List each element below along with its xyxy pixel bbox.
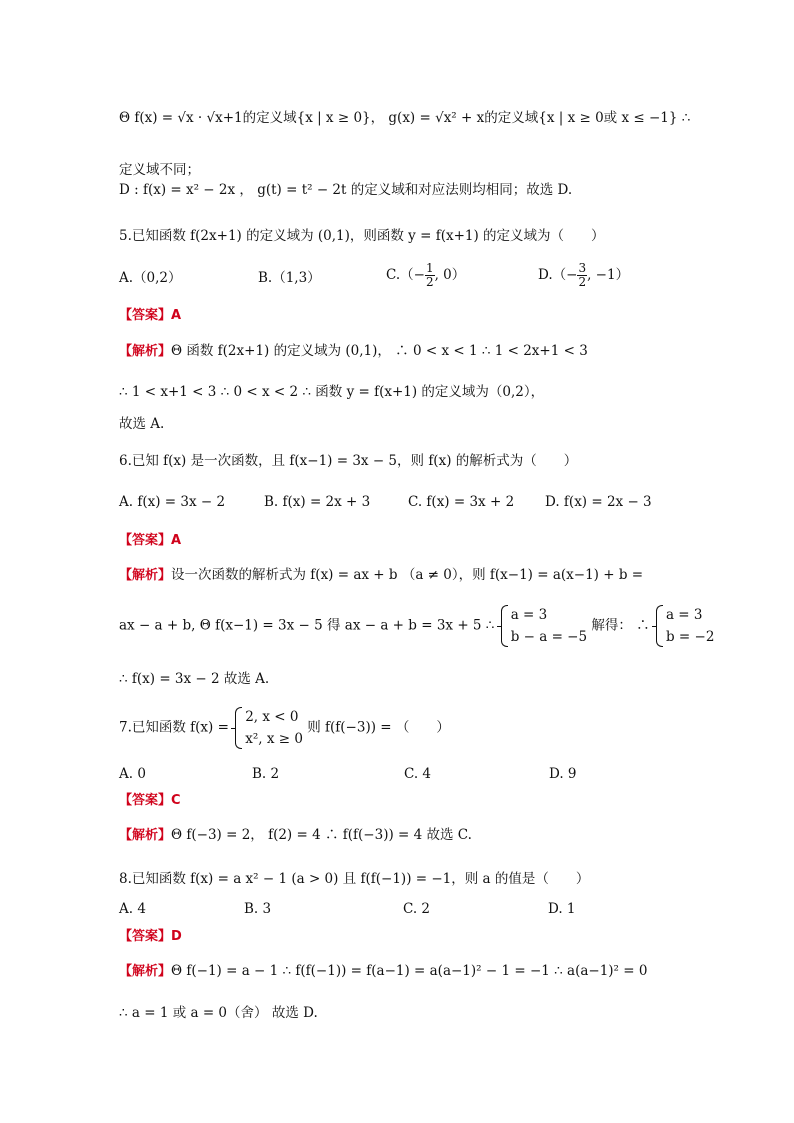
q8-analysis-text-1: Θ f(−1) = a − 1 ∴ f(f(−1)) = f(a−1) = a(a−1)² − 1 = −1 ∴ a(a−1)² = 0: [171, 963, 648, 979]
q5-answer-label: 【答案】: [119, 308, 172, 323]
q7-option-d: D. 9: [549, 766, 577, 782]
q5-analysis-text-1: Θ 函数 f(2x+1) 的定义域为 (0,1)， ∴ 0 < x < 1 ∴ 1 < 2x+1 < 3: [171, 343, 588, 359]
q7-analysis-label: 【解析】: [119, 828, 172, 843]
q5-option-c-denominator: 2: [425, 275, 434, 289]
q5-option-c-prefix: C.（−: [386, 267, 425, 283]
q7-answer: [119, 790, 181, 811]
q6-analysis-text-1: 设一次函数的解析式为 f(x) = ax + b （a ≠ 0），则 f(x−1) = a(x−1) + b =: [171, 567, 644, 583]
q7-stem-suffix: 则 f(f(−3)) = （ ）: [307, 719, 450, 736]
q5-analysis-line-2: ∴ 1 < x+1 < 3 ∴ 0 < x < 2 ∴ 函数 y = f(x+1) 的定义域为（0,2），: [119, 384, 545, 400]
q5-option-d-fraction: [577, 262, 587, 289]
q8-answer: [119, 926, 182, 947]
prev-solution-line-1: Θ f(x) = √x · √x+1的定义域{x | x ≥ 0}， g(x) = √x² + x的定义域{x | x ≥ 0或 x ≤ −1} ∴: [119, 110, 691, 126]
q6-analysis-text-2: ax − a + b, Θ f(x−1) = 3x − 5 得 ax − a + b = 3x + 5 ∴: [119, 617, 495, 634]
q7-option-c: C. 4: [404, 766, 432, 782]
q8-option-d: D. 1: [548, 901, 576, 917]
q5-analysis-label: 【解析】: [119, 344, 172, 359]
q5-option-b: B.（1,3）: [258, 270, 321, 286]
q6-system-1-row-2: b − a = −5: [510, 629, 588, 645]
q7-answer-label: 【答案】: [119, 793, 172, 808]
q6-stem: 6.已知 f(x) 是一次函数，且 f(x−1) = 3x − 5，则 f(x) 的解析式为（ ）: [119, 453, 578, 469]
q8-answer-value: D: [171, 929, 182, 944]
q6-equation-system-1: [499, 604, 587, 648]
q7-stem-prefix: 7.已知函数 f(x) =: [119, 719, 229, 736]
q7-piecewise-definition: [233, 706, 303, 750]
q6-option-b: B. f(x) = 2x + 3: [264, 494, 371, 510]
q6-option-c: C. f(x) = 3x + 2: [408, 494, 515, 510]
q6-option-d: D. f(x) = 2x − 3: [545, 494, 652, 510]
q5-option-c-fraction: [425, 262, 435, 289]
q7-answer-value: C: [171, 793, 181, 808]
q7-piece-1: 2, x < 0: [245, 709, 299, 725]
q5-answer: [119, 305, 181, 326]
q5-option-d: [538, 262, 629, 289]
q8-option-c: C. 2: [403, 901, 431, 917]
q8-analysis-line-1: [119, 961, 647, 982]
q5-analysis-line-1: [119, 341, 588, 362]
q6-equation-system-2: [654, 604, 714, 648]
q6-system-2-row-1: a = 3: [665, 607, 703, 623]
q8-answer-label: 【答案】: [119, 929, 172, 944]
q6-analysis-label: 【解析】: [119, 568, 172, 583]
q5-option-a: A.（0,2）: [119, 270, 182, 286]
q8-analysis-label: 【解析】: [119, 964, 172, 979]
q5-option-c-suffix: , 0）: [434, 267, 466, 283]
q5-option-d-numerator: 3: [578, 261, 587, 275]
q5-stem: 5.已知函数 f(2x+1) 的定义域为 (0,1)，则函数 y = f(x+1) 的定义域为（ ）: [119, 228, 605, 244]
prev-solution-line-3: D : f(x) = x² − 2x ， g(t) = t² − 2t 的定义域和对应法则均相同；故选 D.: [119, 182, 573, 198]
q6-answer-value: A: [171, 533, 182, 548]
q5-option-c-numerator: 1: [425, 261, 434, 275]
q7-stem: [119, 706, 450, 750]
q6-analysis-line-1: [119, 565, 643, 586]
q8-option-a: A. 4: [119, 901, 146, 917]
q7-analysis-line-1: [119, 825, 472, 846]
q5-option-d-prefix: D.（−: [538, 267, 578, 283]
q6-option-a: A. f(x) = 3x − 2: [119, 494, 226, 510]
prev-solution-line-2: 定义域不同；: [119, 162, 200, 178]
q5-option-d-denominator: 2: [578, 275, 587, 289]
q5-answer-value: A: [171, 308, 182, 323]
q5-analysis-line-3: 故选 A.: [119, 416, 165, 432]
q7-option-b: B. 2: [252, 766, 280, 782]
q6-system-1-row-1: a = 3: [510, 607, 548, 623]
q7-analysis-text-1: Θ f(−3) = 2， f(2) = 4 ∴ f(f(−3)) = 4 故选 C.: [171, 827, 472, 843]
q7-piece-2: x², x ≥ 0: [245, 731, 303, 747]
q6-analysis-line-2: [119, 604, 714, 648]
q7-option-a: A. 0: [119, 766, 146, 782]
q5-option-d-suffix: , −1）: [587, 267, 630, 283]
q6-analysis-line-3: ∴ f(x) = 3x − 2 故选 A.: [119, 671, 270, 687]
q5-option-c: [386, 262, 465, 289]
q6-answer: [119, 530, 181, 551]
q6-analysis-solve-label: 解得： ∴: [591, 617, 650, 634]
q8-analysis-line-2: ∴ a = 1 或 a = 0（舍） 故选 D.: [119, 1005, 318, 1021]
q6-system-2-row-2: b = −2: [665, 629, 715, 645]
q8-option-b: B. 3: [244, 901, 272, 917]
q8-stem: 8.已知函数 f(x) = a x² − 1 (a > 0) 且 f(f(−1)) = −1，则 a 的值是（ ）: [119, 871, 590, 887]
q6-answer-label: 【答案】: [119, 533, 172, 548]
